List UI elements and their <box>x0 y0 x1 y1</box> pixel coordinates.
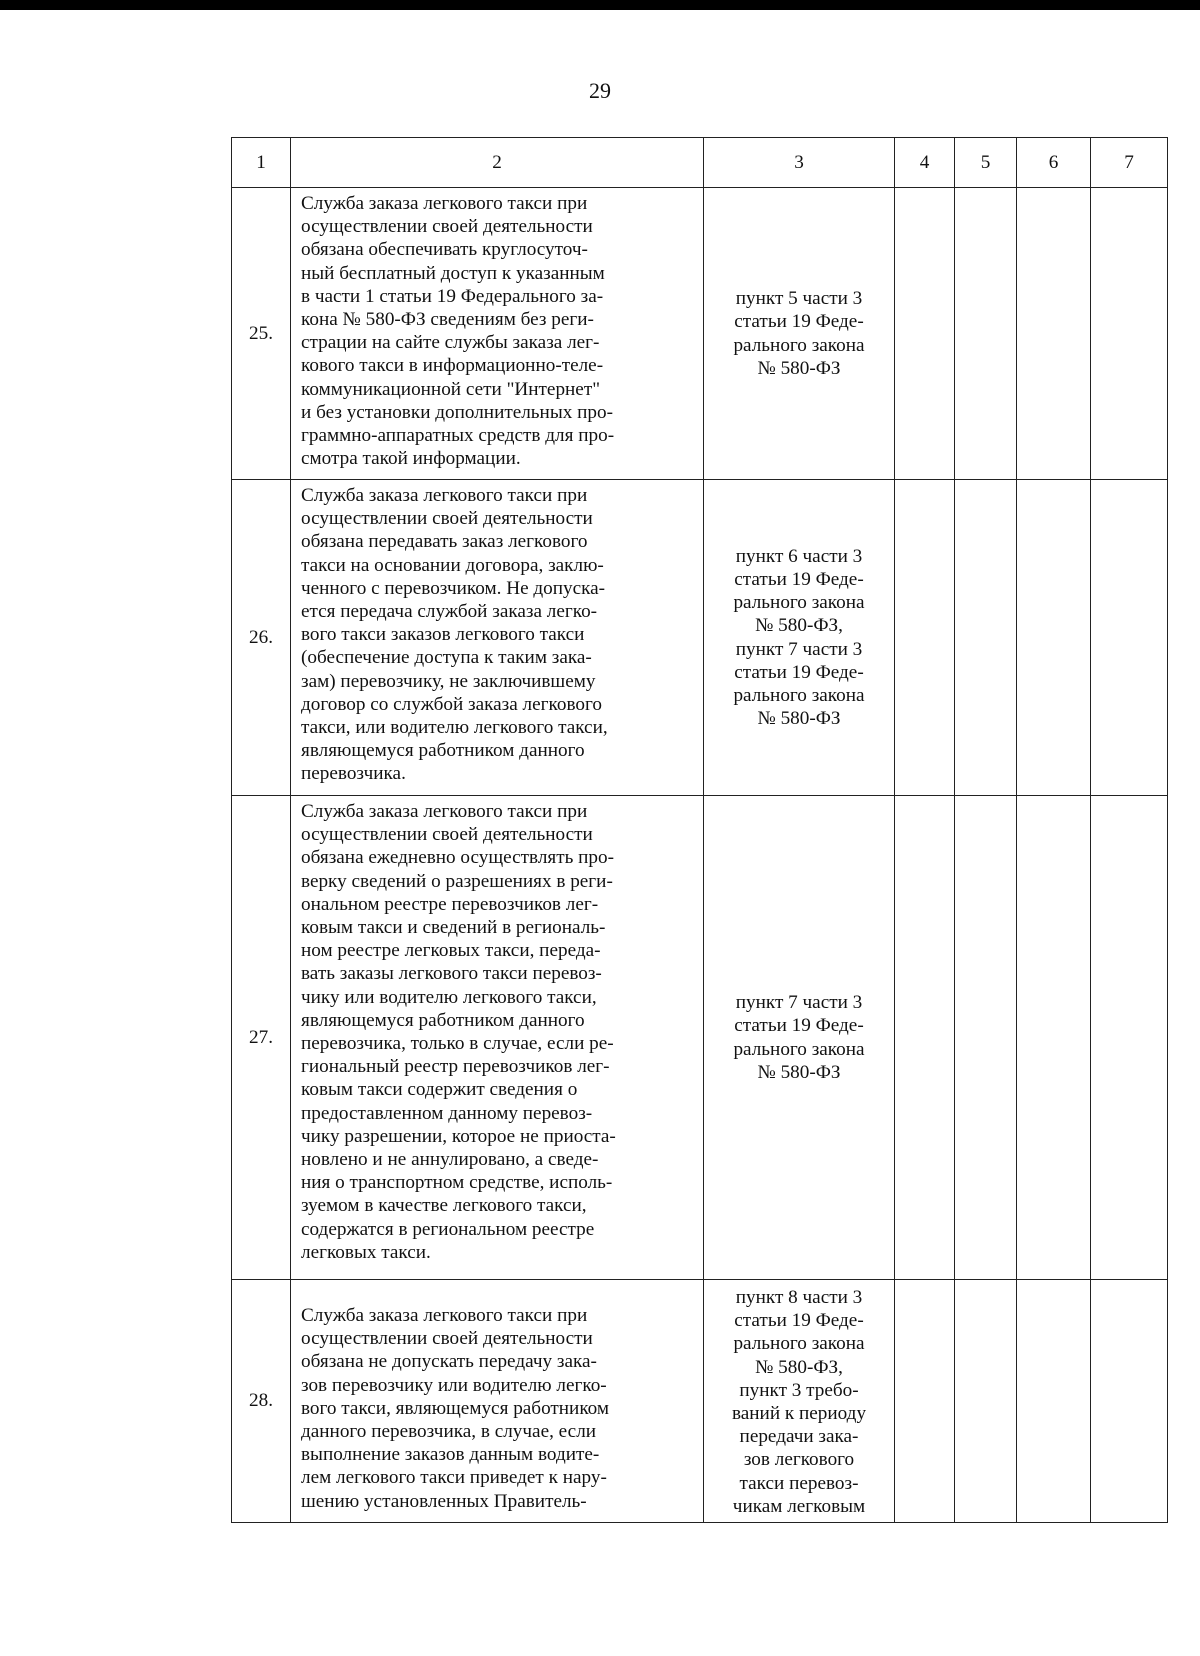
empty-cell <box>895 1280 955 1523</box>
reference-line: рального закона <box>733 684 865 706</box>
text-line: и без установки дополнительных про- <box>301 401 613 423</box>
reference-line: рального закона <box>733 592 865 614</box>
text-line: зуемом в качестве легкового такси, <box>301 1195 587 1217</box>
text-line: чику разрешении, которое не приоста- <box>301 1125 616 1147</box>
reference-line: передачи зака- <box>739 1426 859 1448</box>
reference-line: такси перевоз- <box>739 1472 859 1494</box>
text-line: смотра такой информации. <box>301 448 521 470</box>
text-line: предоставленном данному перевоз- <box>301 1102 593 1124</box>
column-header: 4 <box>895 138 955 188</box>
empty-cell <box>1017 480 1091 796</box>
text-line: в части 1 статьи 19 Федерального за- <box>301 285 604 307</box>
empty-cell <box>1017 188 1091 480</box>
text-line: ном реестре легковых такси, переда- <box>301 940 601 962</box>
row-number: 25. <box>232 188 291 480</box>
reference-line: № 580-ФЗ <box>757 1061 841 1083</box>
empty-cell <box>955 188 1017 480</box>
reference-line: статьи 19 Феде- <box>734 568 864 590</box>
reference-line: статьи 19 Феде- <box>734 661 864 683</box>
column-header: 6 <box>1017 138 1091 188</box>
text-line: Служба заказа легкового такси при <box>301 193 588 214</box>
text-line: коммуникационной сети "Интернет" <box>301 378 601 400</box>
text-line: ченного с перевозчиком. Не допуска- <box>301 577 606 599</box>
text-line: верку сведений о разрешениях в реги- <box>301 870 613 892</box>
requirement-text <box>291 188 704 480</box>
reference-line: № 580-ФЗ, <box>755 1356 843 1378</box>
text-line: данного перевозчика, в случае, если <box>301 1421 597 1443</box>
table-header-row <box>232 138 1168 188</box>
text-line: Служба заказа легкового такси при <box>301 1305 588 1326</box>
table-row <box>232 1280 1168 1523</box>
empty-cell <box>1017 796 1091 1280</box>
text-line: ный бесплатный доступ к указанным <box>301 262 605 284</box>
text-line: осуществлении своей деятельности <box>301 1328 593 1350</box>
legal-reference <box>704 796 895 1280</box>
reference-line: статьи 19 Феде- <box>734 311 864 333</box>
legal-reference <box>704 188 895 480</box>
text-line: Служба заказа легкового такси при <box>301 485 588 506</box>
text-line: обязана обеспечивать круглосуточ- <box>301 239 588 261</box>
text-line: гиональный реестр перевозчиков лег- <box>301 1056 610 1078</box>
requirement-text <box>291 480 704 796</box>
empty-cell <box>895 480 955 796</box>
reference-line: рального закона <box>733 1333 865 1355</box>
column-header: 1 <box>232 138 291 188</box>
requirement-text <box>291 796 704 1280</box>
text-line: Служба заказа легкового такси при <box>301 801 588 822</box>
reference-line: пункт 7 части 3 <box>735 992 863 1014</box>
reference-line: статьи 19 Феде- <box>734 1015 864 1037</box>
text-line: зов перевозчику или водителю легко- <box>301 1374 607 1396</box>
text-line: граммно-аппаратных средств для про- <box>301 425 615 447</box>
reference-line: ваний к периоду <box>731 1403 867 1425</box>
text-line: ковым такси содержит сведения о <box>301 1079 578 1101</box>
text-line: зам) перевозчику, не заключившему <box>301 670 596 692</box>
column-header: 7 <box>1091 138 1168 188</box>
table-row <box>232 480 1168 796</box>
legal-reference <box>704 480 895 796</box>
empty-cell <box>1091 480 1168 796</box>
empty-cell <box>1091 188 1168 480</box>
page-number: 29 <box>589 78 611 103</box>
empty-cell <box>1017 1280 1091 1523</box>
text-line: осуществлении своей деятельности <box>301 216 593 238</box>
text-line: являющемуся работником данного <box>301 740 585 762</box>
text-line: выполнение заказов данным водите- <box>301 1444 600 1466</box>
column-header: 3 <box>704 138 895 188</box>
reference-line: № 580-ФЗ, <box>755 615 843 637</box>
text-line: ется передача службой заказа легко- <box>301 601 598 623</box>
text-line: такси, или водителю легкового такси, <box>301 717 608 739</box>
text-line: обязана не допускать передачу зака- <box>301 1351 597 1373</box>
text-line: (обеспечение доступа к таким зака- <box>301 647 592 669</box>
table-row <box>232 188 1168 480</box>
reference-line: № 580-ФЗ <box>757 708 841 730</box>
reference-line: пункт 3 требо- <box>739 1379 859 1401</box>
reference-line: рального закона <box>733 1038 865 1060</box>
empty-cell <box>895 188 955 480</box>
row-number: 27. <box>232 796 291 1280</box>
scan-top-edge <box>0 0 1200 10</box>
legal-reference <box>704 1280 895 1523</box>
column-header: 2 <box>291 138 704 188</box>
text-line: шению установленных Правитель- <box>301 1490 587 1512</box>
text-line: чику или водителю легкового такси, <box>301 986 597 1008</box>
reference-line: статьи 19 Феде- <box>734 1310 864 1332</box>
text-line: являющемуся работником данного <box>301 1009 585 1031</box>
text-line: перевозчика, только в случае, если ре- <box>301 1033 614 1055</box>
text-line: обязана ежедневно осуществлять про- <box>301 847 615 869</box>
reference-line: пункт 5 части 3 <box>735 288 863 310</box>
text-line: лем легкового такси приведет к нару- <box>301 1467 607 1489</box>
text-line: содержатся в региональном реестре <box>301 1218 595 1240</box>
text-line: ковым такси и сведений в региональ- <box>301 917 606 939</box>
text-line: такси на основании договора, заклю- <box>301 554 604 576</box>
empty-cell <box>1091 1280 1168 1523</box>
reference-line: чикам легковым <box>732 1495 866 1517</box>
empty-cell <box>1091 796 1168 1280</box>
text-line: договор со службой заказа легкового <box>301 693 602 715</box>
text-line: кона № 580-ФЗ сведениям без реги- <box>301 309 594 331</box>
text-line: перевозчика. <box>301 763 406 785</box>
reference-line: № 580-ФЗ <box>757 357 841 379</box>
text-line: вать заказы легкового такси перевоз- <box>301 963 602 985</box>
row-number: 26. <box>232 480 291 796</box>
reference-line: пункт 8 части 3 <box>735 1287 863 1308</box>
table-row <box>232 796 1168 1280</box>
text-line: осуществлении своей деятельности <box>301 508 593 530</box>
text-line: новлено и не аннулировано, а сведе- <box>301 1149 599 1171</box>
text-line: ональном реестре перевозчиков лег- <box>301 893 599 915</box>
text-line: кового такси в информационно-теле- <box>301 355 604 377</box>
reference-line: рального закона <box>733 334 865 356</box>
empty-cell <box>955 1280 1017 1523</box>
text-line: страции на сайте службы заказа лег- <box>301 332 600 354</box>
text-line: осуществлении своей деятельности <box>301 824 593 846</box>
empty-cell <box>895 796 955 1280</box>
requirements-table <box>231 137 1168 1523</box>
reference-line: пункт 7 части 3 <box>735 638 863 660</box>
text-line: легковых такси. <box>301 1241 431 1263</box>
text-line: обязана передавать заказ легкового <box>301 531 588 553</box>
text-line: вого такси заказов легкового такси <box>301 624 585 646</box>
column-header: 5 <box>955 138 1017 188</box>
empty-cell <box>955 480 1017 796</box>
requirement-text <box>291 1280 704 1523</box>
reference-line: пункт 6 части 3 <box>735 545 863 567</box>
empty-cell <box>955 796 1017 1280</box>
row-number: 28. <box>232 1280 291 1523</box>
text-line: вого такси, являющемуся работником <box>301 1397 610 1419</box>
text-line: ния о транспортном средстве, исполь- <box>301 1172 613 1194</box>
reference-line: зов легкового <box>743 1449 855 1471</box>
